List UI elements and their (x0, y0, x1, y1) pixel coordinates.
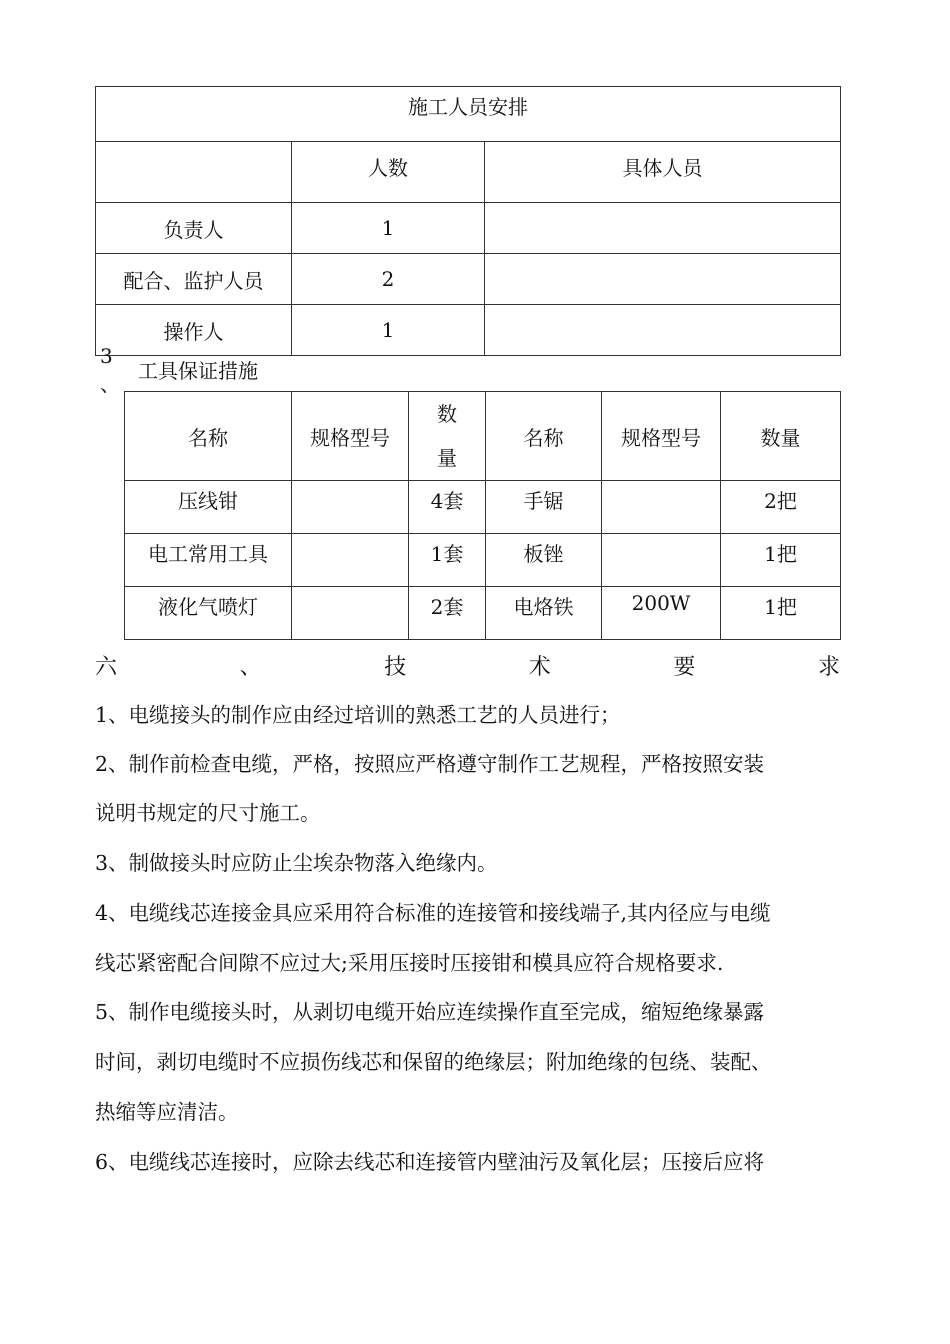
tool-name-cell: 手锯 (486, 481, 602, 534)
tools-table (124, 391, 841, 640)
tool-name-cell: 板锉 (486, 534, 602, 587)
table-header-row (96, 142, 841, 203)
section-6-heading-char: 术 (528, 655, 551, 680)
tool-spec-cell: 200W (602, 587, 721, 640)
count-cell: 2 (292, 254, 485, 305)
header-names: 具体人员 (485, 142, 841, 203)
section-6-heading-char: 要 (673, 655, 696, 680)
section-3-mark: 、 (100, 372, 120, 396)
tool-qty-cell: 1把 (721, 534, 841, 587)
tool-name-cell: 电工常用工具 (125, 534, 292, 587)
tool-qty-cell: 1套 (409, 534, 486, 587)
tool-name-cell: 液化气喷灯 (125, 587, 292, 640)
staff-table-title: 施工人员安排 (96, 87, 841, 142)
requirement-line: 时间，剥切电缆时不应损伤线芯和保留的绝缘层；附加绝缘的包绕、装配、 (95, 1050, 772, 1074)
role-cell: 操作人 (96, 305, 292, 356)
tool-spec-cell (292, 481, 409, 534)
names-cell (485, 254, 841, 305)
names-cell (485, 203, 841, 254)
role-cell: 负责人 (96, 203, 292, 254)
requirement-line: 5、制作电缆接头时，从剥切电缆开始应连续操作直至完成，缩短绝缘暴露 (95, 1000, 765, 1024)
tool-spec-cell (602, 481, 721, 534)
header-name-2: 名称 (486, 392, 602, 481)
section-6-heading-char: 六 (95, 655, 118, 680)
count-cell: 1 (292, 305, 485, 356)
table-header-row (125, 392, 841, 481)
tool-spec-cell (292, 534, 409, 587)
table-row (96, 254, 841, 305)
requirement-line: 1、电缆接头的制作应由经过培训的熟悉工艺的人员进行； (95, 703, 621, 727)
header-qty-2: 数量 (721, 392, 841, 481)
table-title-row (96, 87, 841, 142)
header-qty-1-line1: 数 (437, 402, 457, 426)
requirement-line: 线芯紧密配合间隙不应过大;采用压接时压接钳和模具应符合规格要求. (95, 951, 724, 975)
count-cell: 1 (292, 203, 485, 254)
table-row (96, 305, 841, 356)
section-3-number: 3 (100, 344, 113, 368)
table-row (125, 534, 841, 587)
header-role (96, 142, 292, 203)
header-count: 人数 (292, 142, 485, 203)
table-row (125, 587, 841, 640)
section-6-heading-char: 、 (239, 655, 262, 680)
staff-arrangement-table (95, 86, 841, 356)
header-spec-1: 规格型号 (292, 392, 409, 481)
section-3-title: 工具保证措施 (138, 359, 258, 383)
tool-name-cell: 电烙铁 (486, 587, 602, 640)
table-row (96, 203, 841, 254)
tool-qty-cell: 2套 (409, 587, 486, 640)
tool-spec-cell (292, 587, 409, 640)
role-cell: 配合、监护人员 (96, 254, 292, 305)
tool-qty-cell: 1把 (721, 587, 841, 640)
table-row (125, 481, 841, 534)
header-qty-1 (409, 392, 486, 481)
tool-qty-cell: 2把 (721, 481, 841, 534)
tool-spec-cell (602, 534, 721, 587)
requirement-line: 3、制做接头时应防止尘埃杂物落入绝缘内。 (95, 851, 498, 875)
section-6-heading-char: 技 (384, 655, 407, 680)
requirement-line: 6、电缆线芯连接时，应除去线芯和连接管内壁油污及氧化层；压接后应将 (95, 1150, 765, 1174)
requirement-line: 4、电缆线芯连接金具应采用符合标准的连接管和接线端子,其内径应与电缆 (95, 901, 771, 925)
requirement-line: 2、制作前检查电缆，严格，按照应严格遵守制作工艺规程，严格按照安装 (95, 752, 765, 776)
section-6-heading (95, 650, 840, 681)
section-6-heading-char: 求 (817, 655, 840, 680)
tool-qty-cell: 4套 (409, 481, 486, 534)
header-name-1: 名称 (125, 392, 292, 481)
names-cell (485, 305, 841, 356)
header-spec-2: 规格型号 (602, 392, 721, 481)
requirement-line: 说明书规定的尺寸施工。 (95, 801, 321, 825)
header-qty-1-line2: 量 (437, 446, 457, 470)
requirement-line: 热缩等应清洁。 (95, 1100, 239, 1124)
tool-name-cell: 压线钳 (125, 481, 292, 534)
